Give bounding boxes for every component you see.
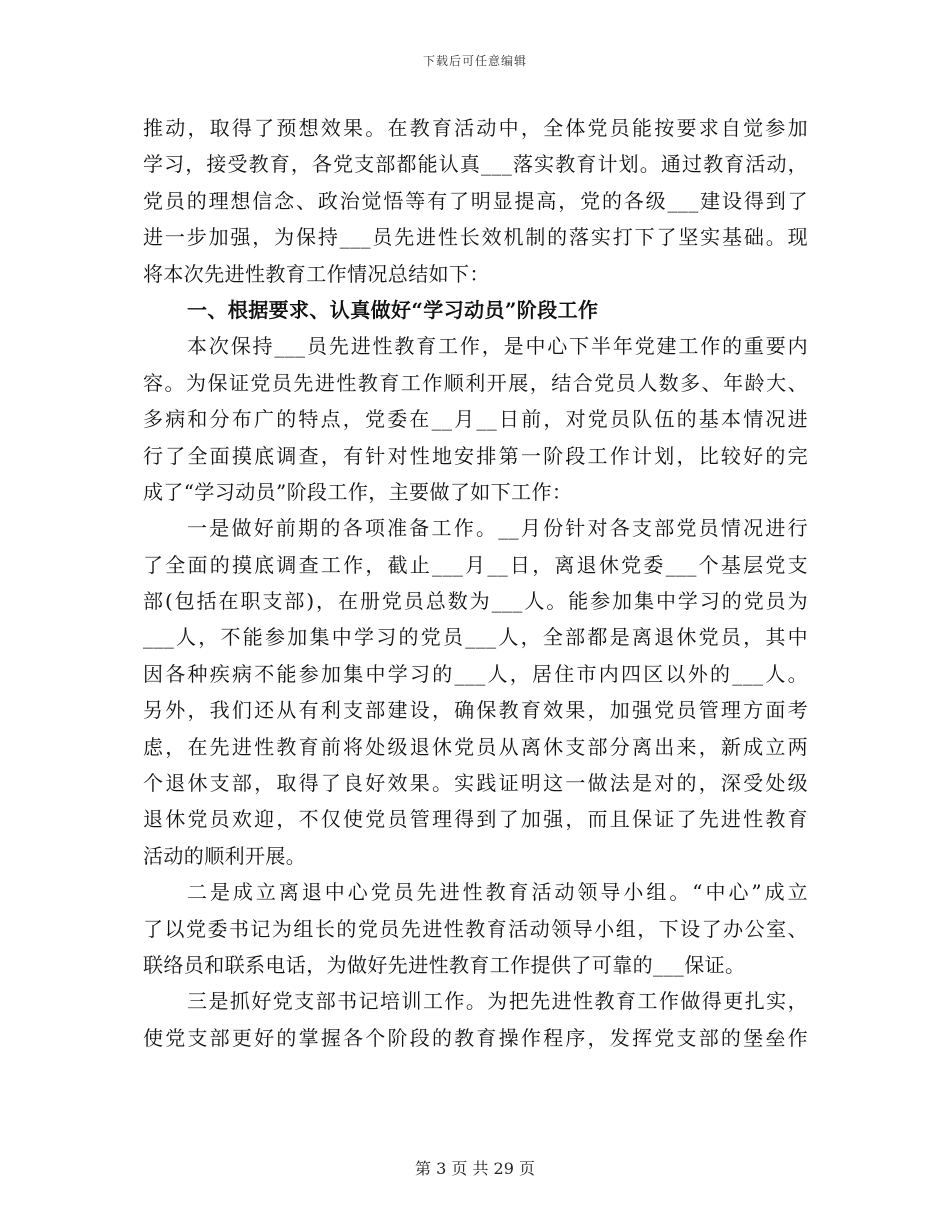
page-number: 第 3 页 共 29 页 [415,1159,535,1178]
body-line: 多病和分布广的特点，党委在__月__日前，对党员队伍的基本情况进 [143,407,808,432]
body-line: 联络员和联系电话，为做好先进性教育工作提供了可靠的___保证。 [143,952,746,977]
body-line: 推动，取得了预想效果。在教育活动中，全体党员能按要求自觉参加 [143,116,808,140]
body-line: 将本次先进性教育工作情况总结如下： [143,261,490,286]
body-line: 容。为保证党员先进性教育工作顺利开展，结合党员人数多、年龄大、 [143,370,808,395]
document-body [143,110,808,1056]
body-line: 了以党委书记为组长的党员先进性教育活动领导小组，下设了办公室、 [143,916,808,941]
body-line: 使党支部更好的掌握各个阶段的教育操作程序，发挥党支部的堡垒作 [143,1025,808,1050]
body-line: 党员的理想信念、政治觉悟等有了明显提高，党的各级___建设得到了 [143,188,808,213]
body-line: ___人，不能参加集中学习的党员___人，全部都是离退休党员，其中 [143,625,808,650]
body-line: 学习，接受教育，各党支部都能认真___落实教育计划。通过教育活动， [143,152,808,177]
body-line: 一是做好前期的各项准备工作。__月份针对各支部党员情况进行 [187,516,808,541]
body-line: 成了“学习动员”阶段工作，主要做了如下工作： [143,479,573,504]
body-line: 三是抓好党支部书记培训工作。为把先进性教育工作做得更扎实， [187,989,808,1014]
body-line: 了全面的摸底调查工作，截止___月__日，离退休党委___个基层党支 [143,552,808,577]
body-line: 另外，我们还从有利支部建设，确保教育效果，加强党员管理方面考 [143,698,808,723]
body-line: 因各种疾病不能参加集中学习的___人，居住市内四区以外的___人。 [143,661,808,686]
body-line: 虑，在先进性教育前将处级退休党员从离休支部分离出来，新成立两 [143,734,808,759]
body-line: 退休党员欢迎，不仅使党员管理得到了加强，而且保证了先进性教育 [143,807,808,832]
body-line: 个退休支部，取得了良好效果。实践证明这一做法是对的，深受处级 [143,771,808,796]
body-line: 活动的顺利开展。 [143,843,307,868]
body-line: 本次保持___员先进性教育工作，是中心下半年党建工作的重要内 [187,334,808,359]
body-line: 部(包括在职支部)，在册党员总数为___人。能参加集中学习的党员为 [143,589,808,614]
section-heading: 一、根据要求、认真做好“学习动员”阶段工作 [187,297,599,322]
body-line: 二是成立离退中心党员先进性教育活动领导小组。“中心”成立 [187,880,808,905]
page-header: 下载后可任意编辑 [422,54,527,68]
body-line: 进一步加强，为保持___员先进性长效机制的落实打下了坚实基础。现 [143,225,808,250]
body-line: 行了全面摸底调查，有针对性地安排第一阶段工作计划，比较好的完 [143,443,808,468]
